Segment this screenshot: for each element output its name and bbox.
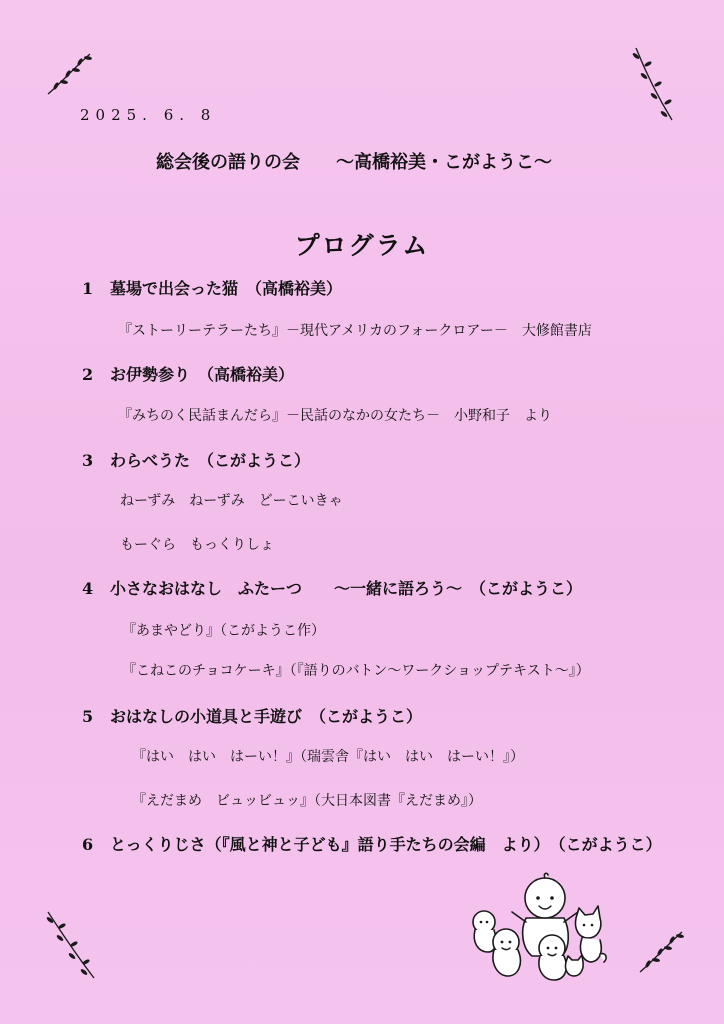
program-item-6-title: [82, 832, 662, 855]
program-item-number: 4: [82, 579, 94, 598]
program-item-4-story-2: 『こねこのチョコケーキ』（『語りのバトン～ワークショップテキスト～』）: [122, 663, 590, 679]
leaf-sprig-icon: [636, 926, 686, 976]
leaf-sprig-icon: [630, 44, 678, 124]
program-item-number: 3: [82, 451, 94, 470]
children-and-cats-illustration: [470, 870, 610, 985]
program-item-number: 6: [82, 835, 94, 854]
program-item-number: 1: [82, 279, 94, 298]
event-title: 総会後の語りの会 ～高橋裕美・こがようこ～: [156, 152, 552, 173]
program-item-5-play-1: 『はい はい はーい！』（瑞雲舎『はい はい はーい！』）: [132, 749, 524, 765]
program-item-number: 5: [82, 707, 94, 726]
page-heading: プログラム: [294, 231, 430, 260]
program-item-1-source: 『ストーリーテラーたち』－現代アメリカのフォークロアー－ 大修館書店: [118, 323, 592, 339]
leaf-sprig-icon: [44, 908, 98, 982]
leaf-sprig-icon: [44, 48, 96, 100]
program-item-5-title: [82, 704, 422, 727]
program-item-number: 2: [82, 365, 94, 384]
program-item-label: お伊勢参り （高橋裕美）: [110, 365, 295, 384]
program-item-3-title: [82, 448, 310, 471]
program-item-label: 小さなおはなし ふたーつ ～一緒に語ろう～ （こがようこ）: [110, 579, 583, 598]
program-item-2-title: [82, 362, 294, 385]
program-item-4-title: [82, 576, 582, 599]
program-item-label: おはなしの小道具と手遊び （こがようこ）: [110, 707, 423, 726]
event-date: 2025. 6. 8: [80, 106, 217, 124]
program-item-label: わらべうた （こがようこ）: [110, 451, 311, 470]
program-item-2-source: 『みちのく民話まんだら』－民話のなかの女たち－ 小野和子 より: [118, 408, 552, 424]
program-item-3-verse-1: ねーずみ ねーずみ どーこいきゃ: [120, 493, 343, 509]
program-item-1-title: [82, 276, 342, 299]
program-item-label: 墓場で出会った猫 （高橋裕美）: [110, 279, 343, 298]
program-item-4-story-1: 『あまやどり』（こがようこ作）: [122, 623, 325, 639]
program-item-5-play-2: 『えだまめ ビュッビュッ』（大日本図書『えだまめ』）: [132, 793, 482, 809]
program-item-label: とっくりじさ（『風と神と子ども』語り手たちの会編 より） （こがようこ）: [110, 835, 662, 854]
program-item-3-verse-2: もーぐら もっくりしょ: [120, 537, 274, 553]
